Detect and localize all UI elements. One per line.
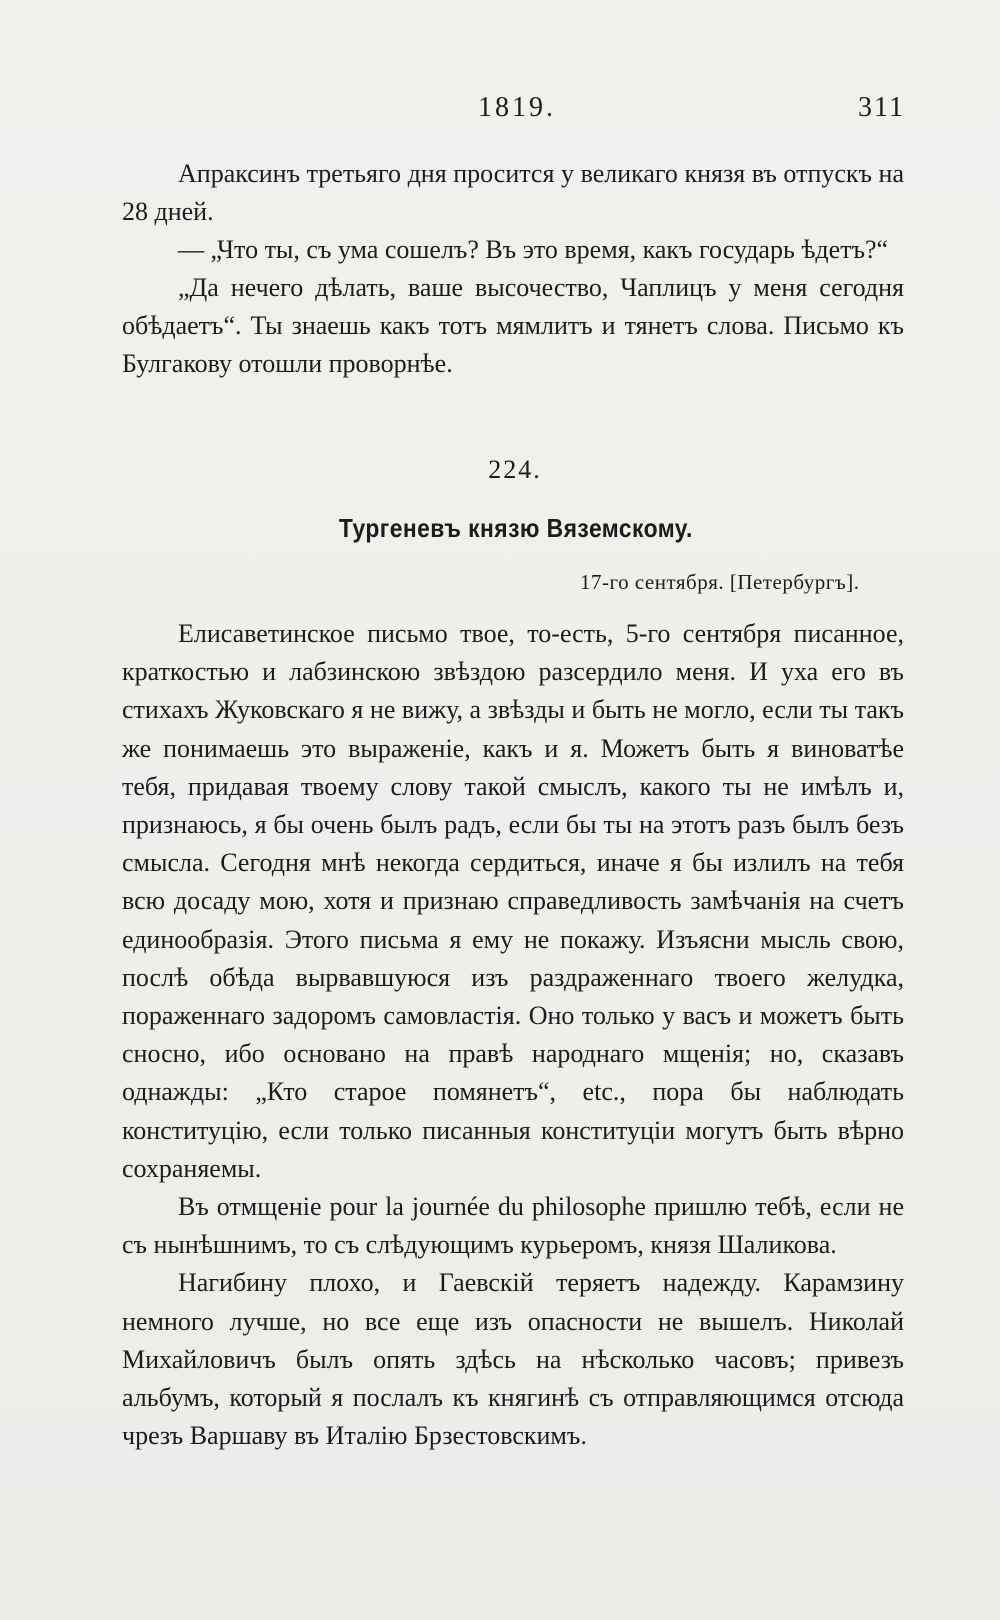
paragraph-dialogue-question: — „Что ты, съ ума сошелъ? Въ это время, какъ государь ѣдетъ?“ — [178, 235, 889, 264]
running-head — [0, 92, 1000, 132]
letter-paragraph: Въ отмщеніе pour la journée du philosophe пришлю тебѣ, если не съ нынѣшнимъ, то съ слѣдующимъ курьеромъ, князя Шаликова. — [122, 1192, 904, 1260]
paragraph-apraksin: Апраксинъ третьяго дня просится у великаго князя въ отпускъ на 28 дней. — [122, 159, 904, 226]
paragraph-dialogue-answer: „Да нечего дѣлать, ваше высочество, Чаплицъ у меня сегодня обѣдаетъ“. Ты знаешь какъ тотъ мямлитъ и тянетъ слова. Письмо къ Булгакову отошли проворнѣе. — [122, 273, 904, 378]
page-number: 311 — [858, 92, 905, 123]
letter-body — [122, 615, 904, 1455]
letter-paragraph: Елисаветинское письмо твое, то-есть, 5-го сентября писанное, краткостью и лабзинскою звѣздою разсердило меня. И уха его въ стихахъ Жуковскаго я не вижу, а звѣзды и быть не могло, если ты такъ же понимаешь это выраженіе, какъ и я. Можетъ быть я виноватѣе тебя, придавая твоему слову такой смыслъ, какого ты не имѣлъ и, признаюсь, я бы очень былъ радъ, если бы ты на этотъ разъ былъ безъ смысла. Сегодня мнѣ некогда сердиться, иначе я бы излилъ на тебя всю досаду мою, хотя и признаю справедливость замѣчанія на счетъ единообразія. Этого письма я ему не покажу. Изъясни мысль свою, послѣ обѣда вырвавшуюся изъ раздраженнаго твоего желудка, пораженнаго задоромъ самовластія. Оно только у васъ и можетъ быть сносно, ибо основано на правѣ народнаго мщенія; но, сказавъ однажды: „Кто старое помянетъ“, etc., пора бы наблюдать конституцію, если только писанныя конституціи могутъ быть вѣрно сохраняемы. — [122, 619, 904, 1183]
letter-title: Тургеневъ князю Вяземскому. — [338, 513, 693, 543]
letter-number: 224. — [488, 455, 542, 484]
letter-paragraph: Нагибину плохо, и Гаевскій теряетъ надежду. Карамзину немного лучше, но все еще изъ опасности не вышелъ. Николай Михайловичъ былъ опять здѣсь на нѣсколько часовъ; привезъ альбумъ, который я послалъ къ княгинѣ съ отправляющимся отсюда чрезъ Варшаву въ Италію Брзестовскимъ. — [122, 1268, 904, 1451]
top-text-block — [122, 155, 904, 383]
header-year: 1819. — [478, 92, 556, 123]
letter-date: 17-го сентября. [Петербургъ]. — [580, 570, 860, 594]
